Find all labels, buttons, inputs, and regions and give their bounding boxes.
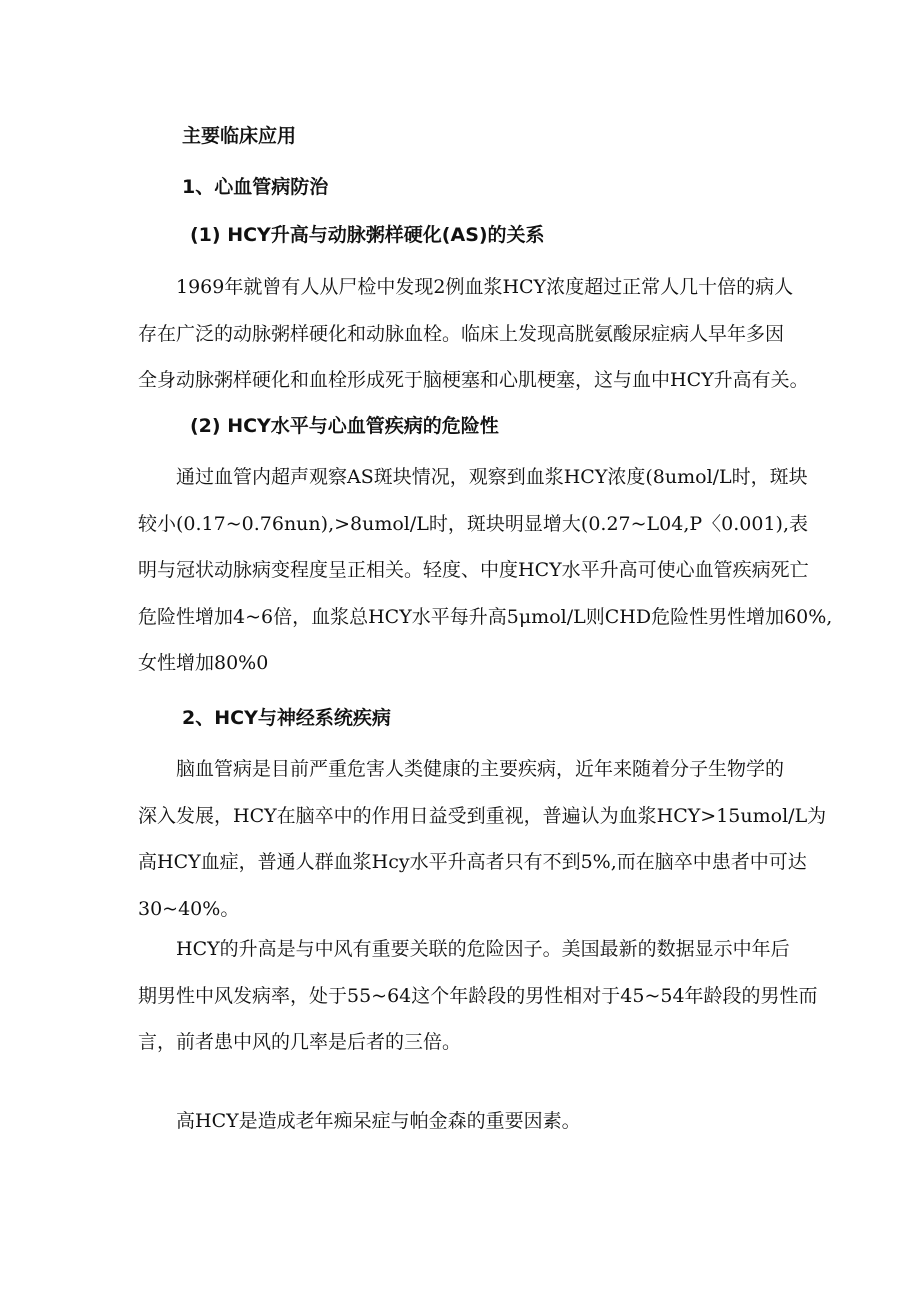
section-title: 主要临床应用: [182, 125, 297, 147]
subheading-hcy-risk: (2) HCY水平与心血管疾病的危险性: [190, 415, 499, 437]
paragraph-line: 深入发展，HCY在脑卒中的作用日益受到重视，普遍认为血浆HCY>15umol/L为: [138, 804, 827, 827]
heading-neurological: 2、HCY与神经系统疾病: [182, 707, 391, 729]
paragraph-line: 危险性增加4~6倍，血浆总HCY水平每升高5μmol/L则CHD危险性男性增加60%,: [138, 605, 833, 628]
paragraph-line: 脑血管病是目前严重危害人类健康的主要疾病，近年来随着分子生物学的: [176, 758, 785, 780]
paragraph-line: 1969年就曾有人从尸检中发现2例血浆HCY浓度超过正常人几十倍的病人: [176, 276, 794, 298]
paragraph-risk-factor: [138, 926, 838, 1066]
paragraph-stroke: [138, 746, 838, 932]
paragraph-line: 高HCY是造成老年痴呆症与帕金森的重要因素。: [176, 1110, 581, 1132]
paragraph-line: HCY的升高是与中风有重要关联的危险因子。美国最新的数据显示中年后: [176, 938, 790, 960]
heading-cardiovascular: 1、心血管病防治: [182, 176, 329, 198]
paragraph-line: 通过血管内超声观察AS斑块情况，观察到血浆HCY浓度(8umol/L时，斑块: [176, 466, 808, 488]
paragraph-line: 较小(0.17~0.76nun),>8umol/L时，斑块明显增大(0.27~L04,P〈0.001),表: [138, 512, 809, 535]
paragraph-line: 明与冠状动脉病变程度呈正相关。轻度、中度HCY水平升高可使心血管疾病死亡: [138, 559, 809, 581]
paragraph-line: 30~40%。: [138, 897, 240, 920]
paragraph-line: 言，前者患中风的几率是后者的三倍。: [138, 1031, 462, 1053]
paragraph-history: [138, 264, 838, 404]
paragraph-line: 高HCY血症，普通人群血浆Hcy水平升高者只有不到5%,而在脑卒中患者中可达: [138, 851, 807, 873]
paragraph-line: 期男性中风发病率，处于55~64这个年龄段的男性相对于45~54年龄段的男性而: [138, 984, 818, 1007]
paragraph-dementia: [138, 1098, 838, 1145]
paragraph-line: 女性增加80%0: [138, 652, 269, 674]
paragraph-line: 存在广泛的动脉粥样硬化和动脉血栓。临床上发现高胱氨酸尿症病人早年多因: [138, 322, 785, 345]
paragraph-line: 全身动脉粥样硬化和血栓形成死于脑梗塞和心肌梗塞，这与血中HCY升高有关。: [138, 369, 809, 391]
paragraph-ultrasound: [138, 454, 838, 687]
subheading-hcy-as: (1) HCY升高与动脉粥样硬化(AS)的关系: [190, 224, 545, 246]
